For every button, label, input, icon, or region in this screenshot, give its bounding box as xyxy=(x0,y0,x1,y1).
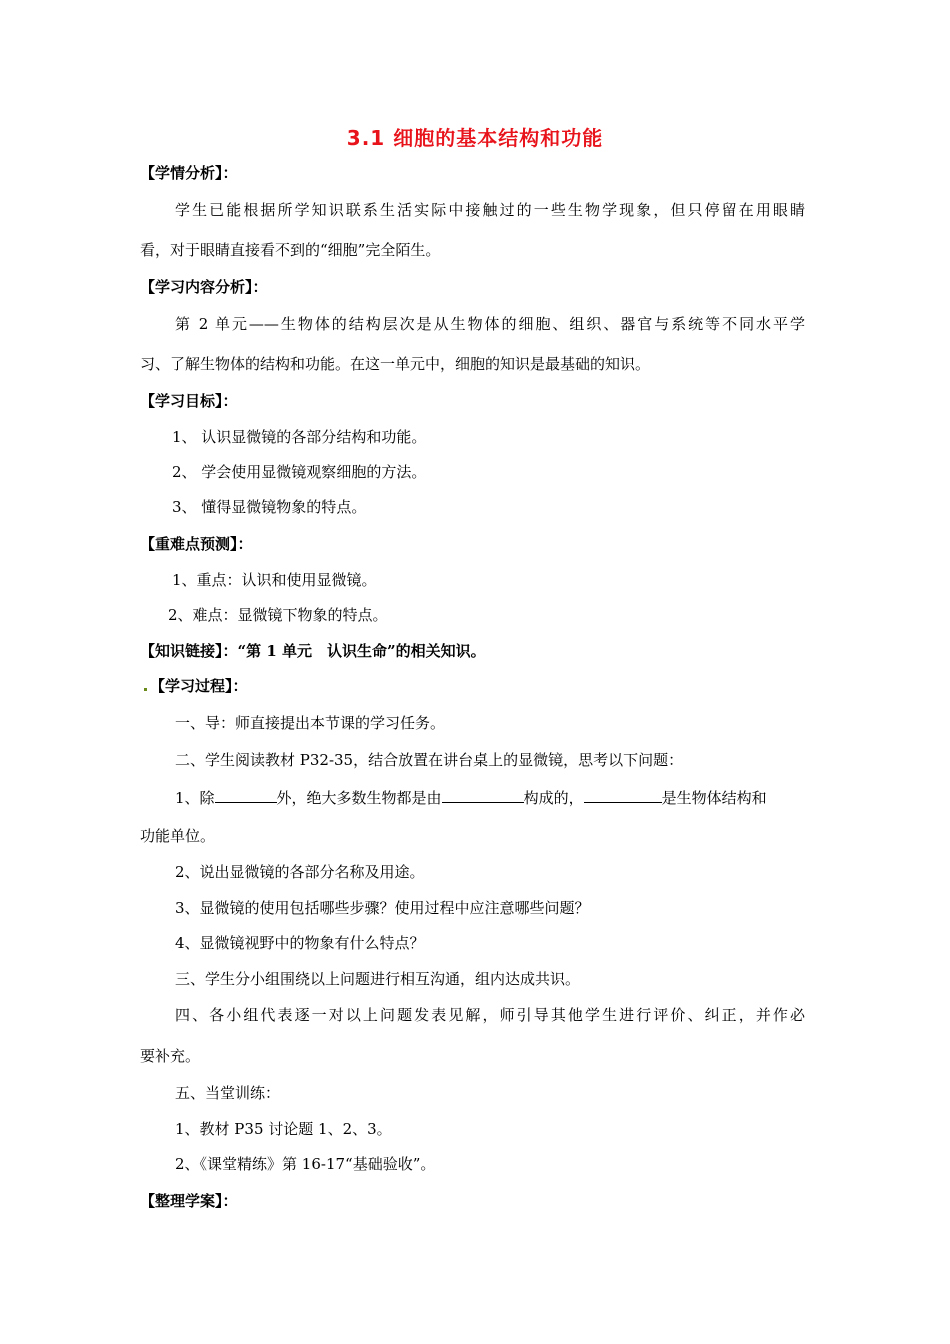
exercise-item: 1、教材 P35 讨论题 1、2、3。 xyxy=(175,1120,392,1138)
question-text: 是生物体结构和 xyxy=(661,789,767,807)
process-step: 五、当堂训练： xyxy=(175,1084,281,1102)
heading-learning-process: 【学习过程】： xyxy=(150,677,248,695)
list-item: 2、 学会使用显微镜观察细胞的方法。 xyxy=(172,463,427,481)
answer-blank[interactable] xyxy=(584,786,662,803)
fill-in-question xyxy=(175,786,767,808)
process-step: 三、学生分小组围绕以上问题进行相互沟通，组内达成共识。 xyxy=(175,970,581,988)
paragraph-line: 看，对于眼睛直接看不到的“细胞”完全陌生。 xyxy=(140,241,441,259)
exercise-item: 2、《课堂精练》第 16-17“基础验收”。 xyxy=(175,1155,436,1173)
process-step: 二、学生阅读教材 P32-35，结合放置在讲台桌上的显微镜，思考以下问题： xyxy=(175,751,684,769)
question: 4、显微镜视野中的物象有什么特点？ xyxy=(175,934,425,952)
list-item: 1、 认识显微镜的各部分结构和功能。 xyxy=(172,428,427,446)
heading-key-points: 【重难点预测】： xyxy=(140,535,253,553)
paragraph-line: 习、了解生物体的结构和功能。在这一单元中，细胞的知识是最基础的知识。 xyxy=(140,355,651,373)
heading-learning-goals: 【学习目标】： xyxy=(140,392,238,410)
paragraph-line: 功能单位。 xyxy=(140,827,216,845)
knowledge-link: 【知识链接】：“第 1 单元 认识生命”的相关知识。 xyxy=(140,642,486,660)
question-text: 1、除 xyxy=(175,789,215,807)
question-text: 构成的， xyxy=(523,789,584,807)
answer-blank[interactable] xyxy=(215,786,277,803)
heading-organize: 【整理学案】： xyxy=(140,1192,238,1210)
paragraph-line: 要补充。 xyxy=(140,1047,201,1065)
list-item: 1、重点：认识和使用显微镜。 xyxy=(172,571,377,589)
stray-mark xyxy=(144,688,147,691)
answer-blank[interactable] xyxy=(442,786,524,803)
page-title: 3.1 细胞的基本结构和功能 xyxy=(346,126,604,150)
paragraph-line: 学生已能根据所学知识联系生活实际中接触过的一些生物学现象，但只停留在用眼睛 xyxy=(175,201,805,219)
process-step: 四、各小组代表逐一对以上问题发表见解，师引导其他学生进行评价、纠正，并作必 xyxy=(175,1006,805,1024)
list-item: 2、难点：显微镜下物象的特点。 xyxy=(168,606,388,624)
question-text: 外，绝大多数生物都是由 xyxy=(276,789,442,807)
question: 2、说出显微镜的各部分名称及用途。 xyxy=(175,863,425,881)
process-step: 一、导：师直接提出本节课的学习任务。 xyxy=(175,714,446,732)
list-item: 3、 懂得显微镜物象的特点。 xyxy=(172,498,367,516)
paragraph-line: 第 2 单元——生物体的结构层次是从生物体的细胞、组织、器官与系统等不同水平学 xyxy=(175,315,805,333)
heading-learner-analysis: 【学情分析】： xyxy=(140,164,238,182)
question: 3、显微镜的使用包括哪些步骤？使用过程中应注意哪些问题？ xyxy=(175,899,590,917)
heading-content-analysis: 【学习内容分析】： xyxy=(140,278,268,296)
